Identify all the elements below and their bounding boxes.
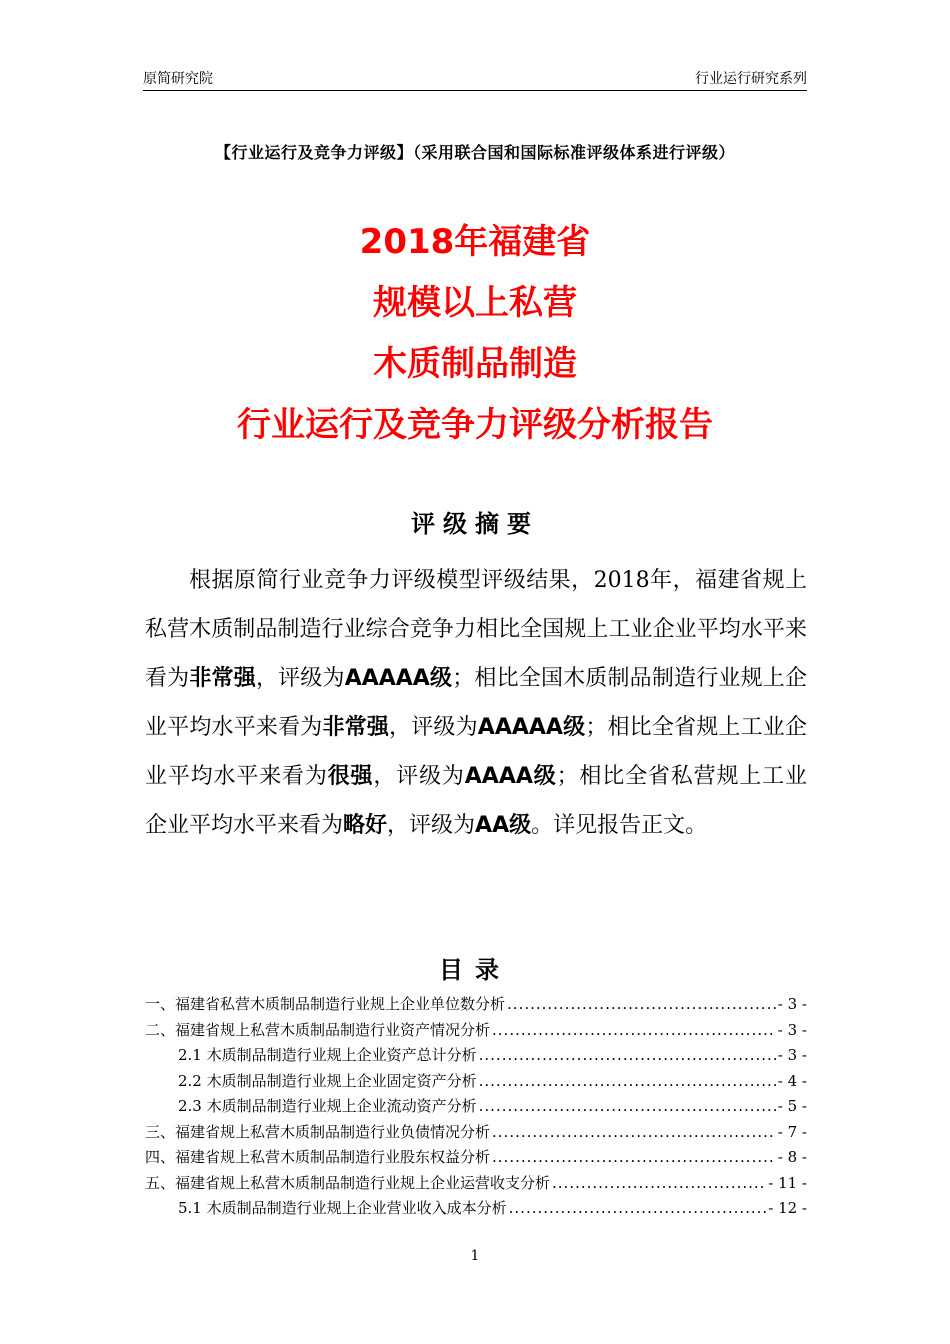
- title-line-1: 2018年福建省: [359, 222, 591, 262]
- toc-entry[interactable]: [145, 1145, 807, 1171]
- summary-text: ，评级为: [387, 813, 476, 838]
- table-of-contents: [145, 992, 807, 1222]
- toc-subentry[interactable]: [145, 1043, 807, 1069]
- summary-text: ，评级为: [255, 666, 345, 691]
- toc-entry-title: 2.1 木质制品制造行业规上企业资产总计分析: [178, 1046, 477, 1064]
- toc-entry-title: 5.1 木质制品制造行业规上企业营业收入成本分析: [178, 1199, 507, 1217]
- toc-leader-dots: [492, 1120, 776, 1146]
- report-title: [143, 212, 807, 456]
- summary-paragraph: [145, 556, 807, 850]
- toc-entry-title: 2.2 木质制品制造行业规上企业固定资产分析: [178, 1071, 477, 1090]
- toc-entry-page: - 4 -: [777, 1071, 807, 1090]
- toc-entry-page: - 7 -: [777, 1122, 807, 1141]
- toc-entry-title: 五、福建省规上私营木质制品制造行业规上企业运营收支分析: [145, 1173, 551, 1192]
- toc-entry[interactable]: [145, 1018, 807, 1044]
- title-line-3: 木质制品制造: [373, 344, 577, 384]
- toc-entry-title: 四、福建省规上私营木质制品制造行业股东权益分析: [145, 1148, 491, 1166]
- toc-entry-page: - 3 -: [777, 995, 807, 1013]
- toc-entry-page: - 8 -: [777, 1148, 807, 1166]
- toc-heading: 目录: [439, 956, 511, 984]
- summary-emphasis: AAAA级: [464, 764, 557, 789]
- summary-text: 根据原简行业竞争力评级模型评级结果，2018年，福建省规上私营木质制品制造行业综合竞争力相比全国规上工业企业平均水平来看为: [145, 568, 807, 691]
- toc-subentry[interactable]: [145, 1196, 807, 1222]
- toc-leader-dots: [479, 1094, 776, 1120]
- page-number: 1: [470, 1248, 480, 1264]
- header-series: 行业运行研究系列: [695, 71, 807, 87]
- summary-text: ，评级为: [389, 715, 478, 740]
- toc-subentry[interactable]: [145, 1069, 807, 1095]
- toc-leader-dots: [479, 1069, 776, 1095]
- summary-text: ，评级为: [373, 764, 465, 789]
- toc-entry-title: 一、福建省私营木质制品制造行业规上企业单位数分析: [145, 995, 506, 1013]
- summary-emphasis: AAAAA级: [344, 666, 453, 691]
- toc-entry-page: - 3 -: [777, 1046, 807, 1064]
- toc-entry-title: 三、福建省规上私营木质制品制造行业负债情况分析: [145, 1122, 491, 1141]
- summary-emphasis: 非常强: [322, 715, 390, 740]
- toc-entry-page: - 3 -: [777, 1020, 807, 1039]
- toc-leader-dots: [552, 1171, 766, 1197]
- summary-emphasis: 非常强: [189, 666, 256, 691]
- summary-emphasis: 很强: [327, 764, 374, 789]
- toc-entry[interactable]: [145, 1120, 807, 1146]
- page-header: [143, 68, 807, 91]
- toc-entry-page: - 11 -: [768, 1173, 807, 1192]
- summary-text: ；相比全省规上工业企业平均水平来看为: [145, 715, 807, 789]
- summary-text: 。详见报告正文。: [531, 813, 708, 838]
- toc-entry[interactable]: [145, 992, 807, 1018]
- summary-emphasis: AAAAA级: [477, 715, 586, 740]
- toc-subentry[interactable]: [145, 1094, 807, 1120]
- summary-text: ；相比全省私营规上工业企业平均水平来看为: [145, 764, 807, 838]
- title-line-4: 行业运行及竞争力评级分析报告: [237, 405, 713, 445]
- summary-heading: 评级摘要: [411, 510, 539, 538]
- toc-leader-dots: [492, 1018, 776, 1044]
- toc-entry-title: 二、福建省规上私营木质制品制造行业资产情况分析: [145, 1020, 491, 1039]
- toc-entry-page: - 12 -: [768, 1199, 807, 1217]
- summary-emphasis: AA级: [475, 813, 532, 838]
- summary-text: ；相比全国木质制品制造行业规上企业平均水平来看为: [145, 666, 807, 740]
- toc-leader-dots: [479, 1043, 776, 1069]
- toc-entry-title: 2.3 木质制品制造行业规上企业流动资产分析: [178, 1097, 477, 1115]
- toc-entry-page: - 5 -: [777, 1097, 807, 1115]
- summary-emphasis: 略好: [343, 813, 388, 838]
- toc-entry[interactable]: [145, 1171, 807, 1197]
- rating-note: 【行业运行及竞争力评级】（采用联合国和国际标准评级体系进行评级）: [214, 143, 735, 162]
- toc-leader-dots: [507, 992, 776, 1018]
- title-line-2: 规模以上私营: [373, 283, 577, 323]
- toc-leader-dots: [509, 1196, 767, 1222]
- header-publisher: 原简研究院: [143, 71, 213, 87]
- toc-leader-dots: [492, 1145, 776, 1171]
